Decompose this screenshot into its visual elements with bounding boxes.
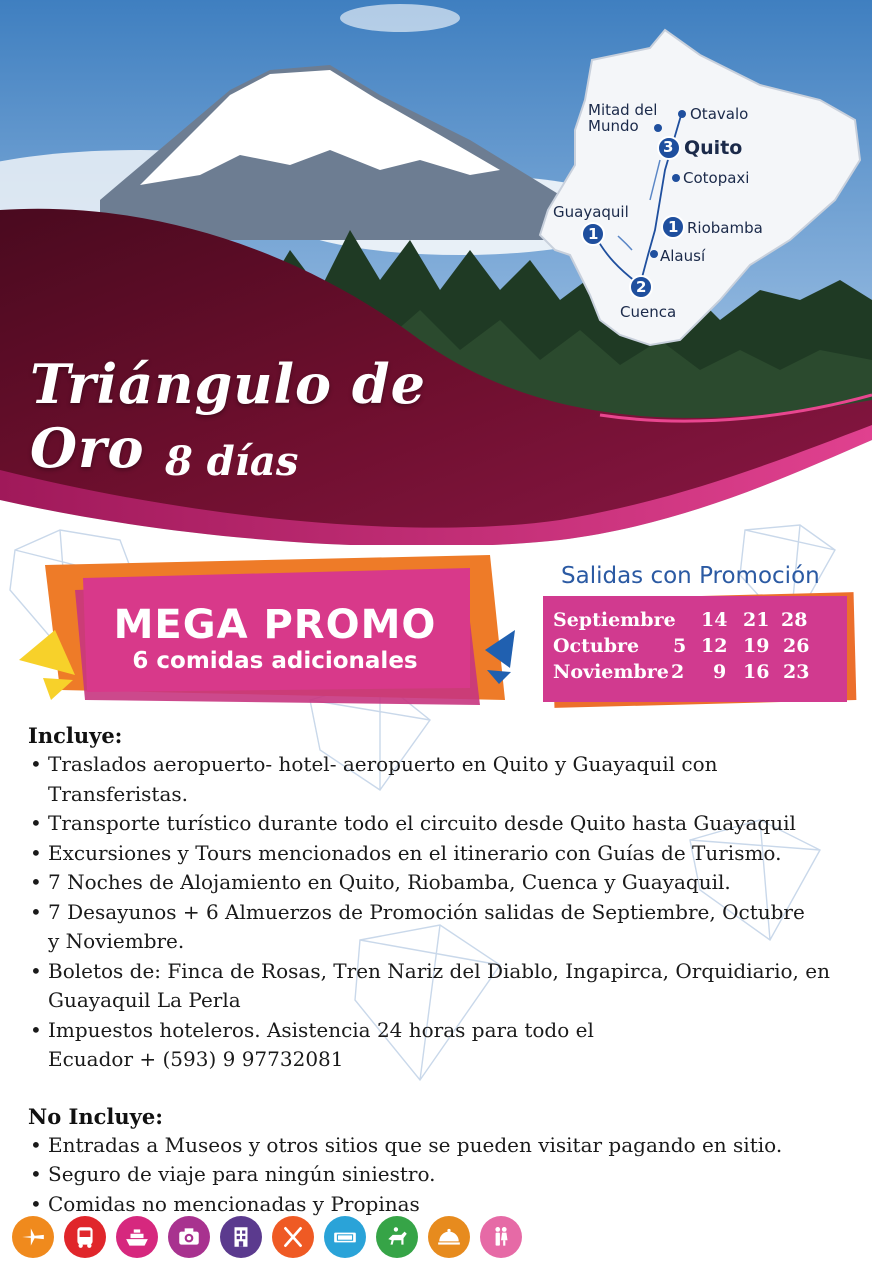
tour-duration: 8 días (165, 438, 299, 485)
excludes-item: • Seguro de viaje para ningún siniestro. (28, 1160, 858, 1190)
promo-title: MEGA PROMO (113, 602, 437, 648)
departures-panel (535, 556, 865, 716)
map-label-alausi: Alausí (660, 247, 706, 265)
promo-subtitle: 6 comidas adicionales (132, 648, 418, 674)
departure-month: Octubre (553, 635, 640, 657)
departure-day: 2 (671, 661, 685, 683)
departure-day: 23 (783, 661, 810, 683)
ticket-icon (324, 1216, 366, 1258)
departure-row-october (553, 635, 843, 661)
map-marker-quito: 3 (663, 138, 674, 156)
map-label-riobamba: Riobamba (687, 219, 763, 237)
service-icons-row (12, 1216, 552, 1260)
map-label-quito: Quito (684, 137, 743, 159)
hero-banner (0, 0, 872, 545)
food-service-icon (428, 1216, 470, 1258)
departure-month: Septiembre (553, 609, 676, 631)
mega-promo-banner (15, 520, 525, 720)
includes-item: • Boletos de: Finca de Rosas, Tren Nariz del Diablo, Ingapirca, Orquidiario, en Guayaquil La Perla (28, 957, 858, 1016)
map-label-guayaquil: Guayaquil (553, 203, 629, 221)
hotel-icon (220, 1216, 262, 1258)
departure-day: 21 (743, 609, 770, 631)
departure-day: 12 (701, 635, 728, 657)
airplane-icon (12, 1216, 54, 1258)
excludes-list (28, 1131, 858, 1220)
map-label-mitad-del-mundo: Mitad del Mundo (588, 101, 658, 135)
includes-list (28, 750, 858, 1075)
tour-title: Triángulo de Oro (30, 352, 426, 480)
tour-details (28, 722, 858, 1219)
camera-icon (168, 1216, 210, 1258)
departures-title: Salidas con Promoción (561, 563, 820, 589)
includes-item: • Impuestos hoteleros. Asistencia 24 horas para todo el Ecuador + (593) 9 97732081 (28, 1016, 858, 1075)
map-label-cotopaxi: Cotopaxi (683, 169, 750, 187)
includes-item: • Traslados aeropuerto- hotel- aeropuerto en Quito y Guayaquil con Transferistas. (28, 750, 858, 809)
cruise-ship-icon (116, 1216, 158, 1258)
map-label-cuenca: Cuenca (620, 303, 677, 321)
includes-item: • 7 Desayunos + 6 Almuerzos de Promoción salidas de Septiembre, Octubre y Noviembre. (28, 898, 858, 957)
excludes-item: • Comidas no mencionadas y Propinas (28, 1190, 858, 1220)
departure-row-november (553, 661, 843, 687)
departure-day: 28 (781, 609, 808, 631)
horse-riding-icon (376, 1216, 418, 1258)
couple-icon (480, 1216, 522, 1258)
map-marker-riobamba: 1 (668, 218, 679, 236)
departure-day: 16 (743, 661, 770, 683)
departure-day: 14 (701, 609, 728, 631)
departure-day: 26 (783, 635, 810, 657)
departure-day: 19 (743, 635, 770, 657)
bus-icon (64, 1216, 106, 1258)
map-marker-cuenca: 2 (636, 278, 647, 296)
departure-day: 5 (673, 635, 687, 657)
departure-row-september (553, 609, 843, 635)
restaurant-icon (272, 1216, 314, 1258)
departure-month: Noviembre (553, 661, 669, 683)
includes-item: • Transporte turístico durante todo el circuito desde Quito hasta Guayaquil (28, 809, 858, 839)
includes-item: • 7 Noches de Alojamiento en Quito, Riobamba, Cuenca y Guayaquil. (28, 868, 858, 898)
map-marker-guayaquil: 1 (588, 225, 599, 243)
map-label-otavalo: Otavalo (690, 105, 749, 123)
departure-day: 9 (713, 661, 727, 683)
excludes-heading: No Incluye: (28, 1103, 163, 1129)
excludes-item: • Entradas a Museos y otros sitios que se pueden visitar pagando en sitio. (28, 1131, 858, 1161)
includes-item: • Excursiones y Tours mencionados en el itinerario con Guías de Turismo. (28, 839, 858, 869)
includes-heading: Incluye: (28, 723, 123, 748)
